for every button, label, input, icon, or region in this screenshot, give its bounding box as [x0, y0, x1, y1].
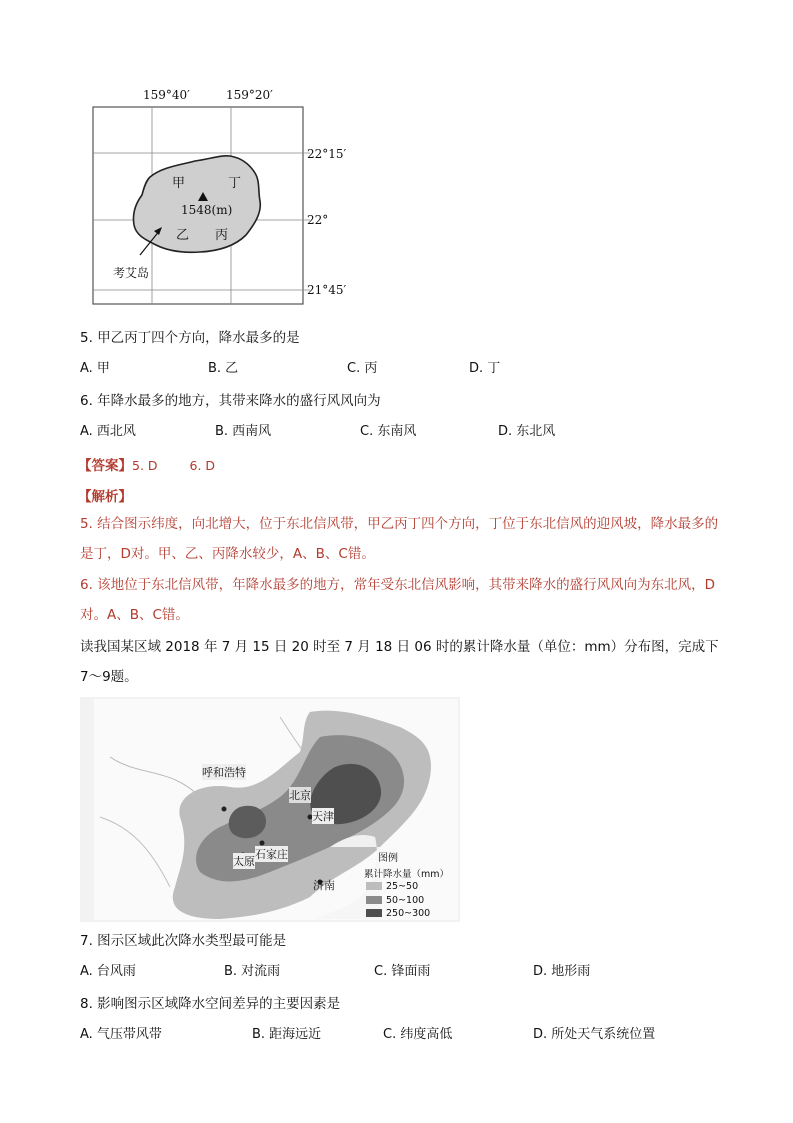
- place-ding: 丁: [228, 176, 242, 191]
- q8-option-d: D. 所处天气系统位置: [533, 1027, 656, 1042]
- legend-swatch-2: [366, 896, 382, 904]
- place-jia: 甲: [172, 176, 186, 191]
- city-beijing: 北京: [289, 789, 311, 802]
- place-bing: 丙: [215, 228, 229, 243]
- q7-option-d: D. 地形雨: [533, 964, 591, 979]
- lat-label-2: 22°: [307, 213, 329, 227]
- question-6-stem: 6. 年降水最多的地方，其带来降水的盛行风风向为: [80, 393, 381, 409]
- legend-item-1: 25~50: [386, 881, 419, 892]
- lat-label-1: 22°15′: [307, 147, 347, 161]
- answer-5: 5. D: [132, 458, 158, 473]
- legend-item-3: 250~300: [386, 908, 431, 919]
- lat-label-3: 21°45′: [307, 283, 347, 297]
- city-taiyuan: 太原: [233, 855, 255, 868]
- legend-title: 图例: [378, 853, 398, 864]
- city-shijiazhuang: 石家庄: [255, 848, 288, 861]
- q5-option-a: A. 甲: [80, 361, 110, 376]
- analysis-6: 6. 该地位于东北信风带，年降水最多的地方，常年受东北信风影响，其带来降水的盛行风风向为东北风，D对。A、B、C错。: [80, 577, 716, 623]
- legend-swatch-1: [366, 882, 382, 890]
- lon-label-1: 159°40′: [143, 88, 190, 102]
- city-tianjin: 天津: [312, 810, 334, 823]
- q7-option-b: B. 对流雨: [224, 964, 281, 979]
- island-name: 考艾岛: [113, 266, 150, 280]
- q5-option-b: B. 乙: [208, 361, 239, 376]
- analysis-5: 5. 结合图示纬度，向北增大，位于东北信风带，甲乙丙丁四个方向，丁位于东北信风的迎风坡，降水最多的是丁，D对。甲、乙、丙降水较少，A、B、C错。: [80, 516, 719, 562]
- legend-subtitle: 累计降水量（mm）: [364, 869, 450, 880]
- q7-option-c: C. 锋面雨: [374, 964, 431, 979]
- peak-elevation: 1548(m): [181, 203, 233, 217]
- analysis-label: 【解析】: [78, 489, 132, 505]
- question-7-stem: 7. 图示区域此次降水类型最可能是: [80, 933, 287, 949]
- lon-label-2: 159°20′: [226, 88, 273, 102]
- city-jinan: 济南: [313, 879, 335, 892]
- legend-swatch-3: [366, 909, 382, 917]
- q5-option-c: C. 丙: [347, 361, 378, 376]
- q6-option-b: B. 西南风: [215, 424, 272, 439]
- q5-option-d: D. 丁: [469, 361, 501, 376]
- q6-option-d: D. 东北风: [498, 424, 556, 439]
- city-hohhot: 呼和浩特: [202, 766, 246, 779]
- answer-6: 6. D: [189, 458, 216, 473]
- answer-line: [78, 454, 215, 474]
- q6-option-c: C. 东南风: [360, 424, 417, 439]
- legend-item-2: 50~100: [386, 895, 425, 906]
- answer-label: 【答案】: [78, 458, 132, 474]
- question-8-stem: 8. 影响图示区域降水空间差异的主要因素是: [80, 996, 341, 1012]
- place-yi: 乙: [176, 228, 190, 243]
- question-5-stem: 5. 甲乙丙丁四个方向，降水最多的是: [80, 330, 300, 346]
- section-intro: 读我国某区域 2018 年 7 月 15 日 20 时至 7 月 18 日 06 时的累计降水量（单位：mm）分布图，完成下 7～9题。: [80, 639, 719, 685]
- q8-option-c: C. 纬度高低: [383, 1027, 453, 1042]
- q7-option-a: A. 台风雨: [80, 964, 136, 979]
- q6-option-a: A. 西北风: [80, 424, 136, 439]
- q8-option-b: B. 距海远近: [252, 1027, 322, 1042]
- q8-option-a: A. 气压带风带: [80, 1027, 162, 1042]
